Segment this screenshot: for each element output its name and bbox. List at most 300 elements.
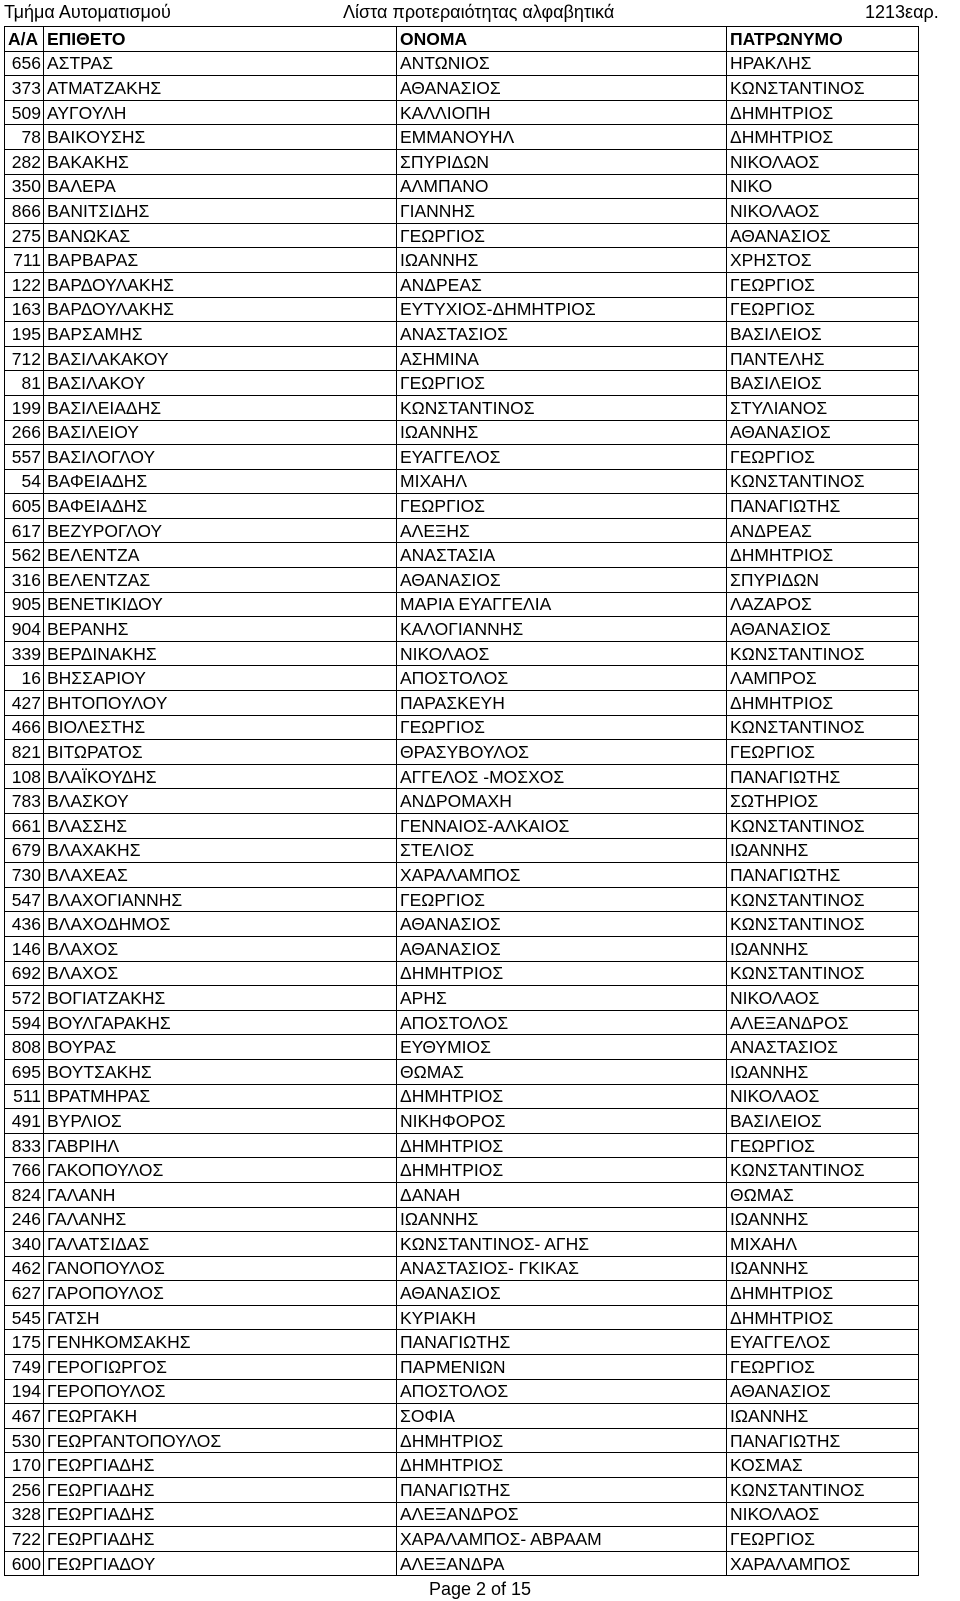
father-name-cell: ΝΙΚΟΛΑΟΣ (727, 199, 919, 224)
table-row (5, 912, 919, 937)
father-name-cell: ΚΩΝΣΤΑΝΤΙΝΟΣ (727, 1478, 919, 1503)
surname-cell: ΒΗΣΣΑΡΙΟΥ (44, 666, 397, 691)
page-number: Page 2 of 15 (428, 1579, 532, 1599)
row-number: 146 (5, 936, 44, 961)
surname-cell: ΒΑΡΒΑΡΑΣ (44, 248, 397, 273)
name-cell: ΑΓΓΕΛΟΣ -ΜΟΣΧΟΣ (397, 764, 727, 789)
name-cell: ΚΩΝΣΤΑΝΤΙΝΟΣ- ΑΓΗΣ (397, 1232, 727, 1257)
father-name-cell: ΙΩΑΝΝΗΣ (727, 1059, 919, 1084)
name-cell: ΓΕΩΡΓΙΟΣ (397, 371, 727, 396)
surname-cell: ΒΟΥΤΣΑΚΗΣ (44, 1059, 397, 1084)
surname-cell: ΒΑΡΔΟΥΛΑΚΗΣ (44, 272, 397, 297)
page-header (0, 0, 960, 24)
surname-cell: ΓΕΩΡΓΙΑΔΗΣ (44, 1527, 397, 1552)
surname-cell: ΓΕΩΡΓΙΑΔΗΣ (44, 1453, 397, 1478)
name-cell: ΑΠΟΣΤΟΛΟΣ (397, 666, 727, 691)
table-row (5, 1109, 919, 1134)
row-number: 81 (5, 371, 44, 396)
father-name-cell: ΝΙΚΟΛΑΟΣ (727, 1084, 919, 1109)
name-cell: ΔΗΜΗΤΡΙΟΣ (397, 1133, 727, 1158)
row-number: 78 (5, 125, 44, 150)
row-number: 275 (5, 223, 44, 248)
surname-cell: ΑΤΜΑΤΖΑΚΗΣ (44, 76, 397, 101)
table-row (5, 1256, 919, 1281)
father-name-cell: ΚΩΝΣΤΑΝΤΙΝΟΣ (727, 1158, 919, 1183)
surname-cell: ΒΛΑΧΕΑΣ (44, 863, 397, 888)
row-number: 722 (5, 1527, 44, 1552)
father-name-cell: ΕΥΑΓΓΕΛΟΣ (727, 1330, 919, 1355)
table-row (5, 371, 919, 396)
table-row (5, 1133, 919, 1158)
table-row (5, 395, 919, 420)
row-number: 328 (5, 1502, 44, 1527)
surname-cell: ΒΛΑΪΚΟΥΔΗΣ (44, 764, 397, 789)
name-cell: ΔΗΜΗΤΡΙΟΣ (397, 1453, 727, 1478)
table-row (5, 740, 919, 765)
father-name-cell: ΙΩΑΝΝΗΣ (727, 1404, 919, 1429)
table-row (5, 1404, 919, 1429)
name-cell: ΧΑΡΑΛΑΜΠΟΣ (397, 863, 727, 888)
row-number: 163 (5, 297, 44, 322)
father-name-cell: ΛΑΜΠΡΟΣ (727, 666, 919, 691)
priority-list-table (4, 26, 919, 1576)
surname-cell: ΒΕΖΥΡΟΓΛΟΥ (44, 518, 397, 543)
surname-cell: ΒΗΤΟΠΟΥΛΟΥ (44, 691, 397, 716)
row-number: 511 (5, 1084, 44, 1109)
row-number: 54 (5, 469, 44, 494)
father-name-cell: ΓΕΩΡΓΙΟΣ (727, 272, 919, 297)
name-cell: ΑΝΑΣΤΑΣΙΟΣ (397, 322, 727, 347)
table-row (5, 1207, 919, 1232)
table-row (5, 223, 919, 248)
father-name-cell: ΚΩΝΣΤΑΝΤΙΝΟΣ (727, 887, 919, 912)
father-name-cell: ΧΑΡΑΛΑΜΠΟΣ (727, 1551, 919, 1576)
row-number: 194 (5, 1379, 44, 1404)
table-row (5, 51, 919, 76)
table-row (5, 1084, 919, 1109)
surname-cell: ΓΕΩΡΓΙΑΔΟΥ (44, 1551, 397, 1576)
column-header-name: ΟΝΟΜΑ (397, 27, 727, 52)
father-name-cell: ΒΑΣΙΛΕΙΟΣ (727, 371, 919, 396)
father-name-cell: ΚΩΝΣΤΑΝΤΙΝΟΣ (727, 814, 919, 839)
row-number: 808 (5, 1035, 44, 1060)
name-cell: ΧΑΡΑΛΑΜΠΟΣ- ΑΒΡΑΑΜ (397, 1527, 727, 1552)
surname-cell: ΒΟΥΛΓΑΡΑΚΗΣ (44, 1010, 397, 1035)
name-cell: ΚΥΡΙΑΚΗ (397, 1305, 727, 1330)
father-name-cell: ΔΗΜΗΤΡΙΟΣ (727, 1281, 919, 1306)
name-cell: ΑΛΜΠΑΝΟ (397, 174, 727, 199)
father-name-cell: ΜΙΧΑΗΛ (727, 1232, 919, 1257)
row-number: 339 (5, 641, 44, 666)
row-number: 824 (5, 1182, 44, 1207)
name-cell: ΜΑΡΙΑ ΕΥΑΓΓΕΛΙΑ (397, 592, 727, 617)
father-name-cell: ΑΘΑΝΑΣΙΟΣ (727, 617, 919, 642)
table-row (5, 1305, 919, 1330)
father-name-cell: ΗΡΑΚΛΗΣ (727, 51, 919, 76)
row-number: 594 (5, 1010, 44, 1035)
row-number: 661 (5, 814, 44, 839)
table-row (5, 1502, 919, 1527)
row-number: 783 (5, 789, 44, 814)
column-header-surname: ΕΠΙΘΕΤΟ (44, 27, 397, 52)
name-cell: ΑΛΕΞΗΣ (397, 518, 727, 543)
surname-cell: ΓΑΛΑΝΗΣ (44, 1207, 397, 1232)
table-row (5, 568, 919, 593)
table-row (5, 445, 919, 470)
father-name-cell: ΝΙΚΟΛΑΟΣ (727, 986, 919, 1011)
father-name-cell: ΔΗΜΗΤΡΙΟΣ (727, 1305, 919, 1330)
name-cell: ΚΩΝΣΤΑΝΤΙΝΟΣ (397, 395, 727, 420)
surname-cell: ΓΕΩΡΓΑΚΗ (44, 1404, 397, 1429)
name-cell: ΑΛΕΞΑΝΔΡΑ (397, 1551, 727, 1576)
surname-cell: ΒΛΑΧΟΓΙΑΝΝΗΣ (44, 887, 397, 912)
row-number: 266 (5, 420, 44, 445)
document-title: Λίστα προτεραιότητας αλφαβητικά (343, 2, 615, 22)
table-row (5, 1453, 919, 1478)
surname-cell: ΒΛΑΣΣΗΣ (44, 814, 397, 839)
surname-cell: ΒΑΡΣΑΜΗΣ (44, 322, 397, 347)
name-cell: ΠΑΡΑΣΚΕΥΗ (397, 691, 727, 716)
table-row (5, 1158, 919, 1183)
column-header-aa: Α/Α (5, 27, 44, 52)
father-name-cell: ΔΗΜΗΤΡΙΟΣ (727, 691, 919, 716)
row-number: 175 (5, 1330, 44, 1355)
father-name-cell: ΙΩΑΝΝΗΣ (727, 936, 919, 961)
table-row (5, 1355, 919, 1380)
surname-cell: ΓΑΛΑΤΣΙΔΑΣ (44, 1232, 397, 1257)
row-number: 373 (5, 76, 44, 101)
row-number: 530 (5, 1428, 44, 1453)
department-label: Τμήμα Αυτοματισμού (4, 2, 171, 22)
row-number: 350 (5, 174, 44, 199)
table-row (5, 691, 919, 716)
father-name-cell: ΓΕΩΡΓΙΟΣ (727, 445, 919, 470)
row-number: 340 (5, 1232, 44, 1257)
father-name-cell: ΑΝΑΣΤΑΣΙΟΣ (727, 1035, 919, 1060)
row-number: 730 (5, 863, 44, 888)
row-number: 108 (5, 764, 44, 789)
table-row (5, 1010, 919, 1035)
surname-cell: ΒΛΑΧΑΚΗΣ (44, 838, 397, 863)
table-row (5, 1330, 919, 1355)
row-number: 833 (5, 1133, 44, 1158)
name-cell: ΑΘΑΝΑΣΙΟΣ (397, 936, 727, 961)
surname-cell: ΓΕΡΟΓΙΩΡΓΟΣ (44, 1355, 397, 1380)
surname-cell: ΓΕΩΡΓΑΝΤΟΠΟΥΛΟΣ (44, 1428, 397, 1453)
table-row (5, 838, 919, 863)
table-row (5, 420, 919, 445)
name-cell: ΝΙΚΟΛΑΟΣ (397, 641, 727, 666)
row-number: 562 (5, 543, 44, 568)
father-name-cell: ΛΑΖΑΡΟΣ (727, 592, 919, 617)
row-number: 905 (5, 592, 44, 617)
surname-cell: ΓΕΡΟΠΟΥΛΟΣ (44, 1379, 397, 1404)
row-number: 122 (5, 272, 44, 297)
father-name-cell: ΔΗΜΗΤΡΙΟΣ (727, 125, 919, 150)
table-row (5, 1551, 919, 1576)
surname-cell: ΒΑΝΙΤΣΙΔΗΣ (44, 199, 397, 224)
table-row (5, 961, 919, 986)
table-row (5, 1379, 919, 1404)
surname-cell: ΒΑΣΙΛΑΚΟΥ (44, 371, 397, 396)
table-row (5, 814, 919, 839)
father-name-cell: ΝΙΚΟ (727, 174, 919, 199)
name-cell: ΔΗΜΗΤΡΙΟΣ (397, 1084, 727, 1109)
surname-cell: ΓΕΩΡΓΙΑΔΗΣ (44, 1478, 397, 1503)
father-name-cell: ΑΘΑΝΑΣΙΟΣ (727, 1379, 919, 1404)
surname-cell: ΒΑΣΙΛΑΚΑΚΟΥ (44, 346, 397, 371)
name-cell: ΓΕΩΡΓΙΟΣ (397, 715, 727, 740)
father-name-cell: ΝΙΚΟΛΑΟΣ (727, 1502, 919, 1527)
surname-cell: ΒΕΡΔΙΝΑΚΗΣ (44, 641, 397, 666)
table-row (5, 592, 919, 617)
row-number: 904 (5, 617, 44, 642)
row-number: 627 (5, 1281, 44, 1306)
father-name-cell: ΘΩΜΑΣ (727, 1182, 919, 1207)
surname-cell: ΒΥΡΛΙΟΣ (44, 1109, 397, 1134)
row-number: 749 (5, 1355, 44, 1380)
row-number: 821 (5, 740, 44, 765)
row-number: 170 (5, 1453, 44, 1478)
row-number: 600 (5, 1551, 44, 1576)
name-cell: ΠΑΝΑΓΙΩΤΗΣ (397, 1330, 727, 1355)
table-row (5, 936, 919, 961)
table-row (5, 100, 919, 125)
row-number: 282 (5, 149, 44, 174)
name-cell: ΕΥΑΓΓΕΛΟΣ (397, 445, 727, 470)
table-row (5, 543, 919, 568)
name-cell: ΣΤΕΛΙΟΣ (397, 838, 727, 863)
father-name-cell: ΠΑΝΑΓΙΩΤΗΣ (727, 764, 919, 789)
table-row (5, 76, 919, 101)
surname-cell: ΒΕΡΑΝΗΣ (44, 617, 397, 642)
table-row (5, 1478, 919, 1503)
father-name-cell: ΓΕΩΡΓΙΟΣ (727, 1355, 919, 1380)
table-row (5, 641, 919, 666)
surname-cell: ΒΟΓΙΑΤΖΑΚΗΣ (44, 986, 397, 1011)
row-number: 711 (5, 248, 44, 273)
table-row (5, 887, 919, 912)
row-number: 695 (5, 1059, 44, 1084)
row-number: 656 (5, 51, 44, 76)
name-cell: ΙΩΑΝΝΗΣ (397, 420, 727, 445)
row-number: 766 (5, 1158, 44, 1183)
row-number: 467 (5, 1404, 44, 1429)
name-cell: ΑΠΟΣΤΟΛΟΣ (397, 1010, 727, 1035)
father-name-cell: ΓΕΩΡΓΙΟΣ (727, 297, 919, 322)
table-row (5, 1059, 919, 1084)
surname-cell: ΒΕΛΕΝΤΖΑΣ (44, 568, 397, 593)
name-cell: ΑΝΑΣΤΑΣΙΟΣ- ΓΚΙΚΑΣ (397, 1256, 727, 1281)
name-cell: ΑΝΑΣΤΑΣΙΑ (397, 543, 727, 568)
surname-cell: ΓΑΤΣΗ (44, 1305, 397, 1330)
name-cell: ΘΡΑΣΥΒΟΥΛΟΣ (397, 740, 727, 765)
table-row (5, 764, 919, 789)
row-number: 256 (5, 1478, 44, 1503)
father-name-cell: ΝΙΚΟΛΑΟΣ (727, 149, 919, 174)
row-number: 712 (5, 346, 44, 371)
father-name-cell: ΚΩΝΣΤΑΝΤΙΝΟΣ (727, 76, 919, 101)
father-name-cell: ΓΕΩΡΓΙΟΣ (727, 1527, 919, 1552)
surname-cell: ΒΑΦΕΙΑΔΗΣ (44, 469, 397, 494)
surname-cell: ΒΑΡΔΟΥΛΑΚΗΣ (44, 297, 397, 322)
name-cell: ΜΙΧΑΗΛ (397, 469, 727, 494)
surname-cell: ΒΑΦΕΙΑΔΗΣ (44, 494, 397, 519)
row-number: 547 (5, 887, 44, 912)
row-number: 436 (5, 912, 44, 937)
name-cell: ΕΥΤΥΧΙΟΣ-ΔΗΜΗΤΡΙΟΣ (397, 297, 727, 322)
row-number: 462 (5, 1256, 44, 1281)
name-cell: ΝΙΚΗΦΟΡΟΣ (397, 1109, 727, 1134)
father-name-cell: ΣΩΤΗΡΙΟΣ (727, 789, 919, 814)
father-name-cell: ΙΩΑΝΝΗΣ (727, 1207, 919, 1232)
surname-cell: ΑΣΤΡΑΣ (44, 51, 397, 76)
table-row (5, 518, 919, 543)
row-number: 557 (5, 445, 44, 470)
name-cell: ΚΑΛΛΙΟΠΗ (397, 100, 727, 125)
father-name-cell: ΒΑΣΙΛΕΙΟΣ (727, 322, 919, 347)
row-number: 316 (5, 568, 44, 593)
name-cell: ΑΝΤΩΝΙΟΣ (397, 51, 727, 76)
father-name-cell: ΧΡΗΣΤΟΣ (727, 248, 919, 273)
name-cell: ΑΘΑΝΑΣΙΟΣ (397, 912, 727, 937)
surname-cell: ΓΑΡΟΠΟΥΛΟΣ (44, 1281, 397, 1306)
name-cell: ΔΗΜΗΤΡΙΟΣ (397, 1158, 727, 1183)
name-cell: ΙΩΑΝΝΗΣ (397, 1207, 727, 1232)
row-number: 509 (5, 100, 44, 125)
surname-cell: ΒΡΑΤΜΗΡΑΣ (44, 1084, 397, 1109)
father-name-cell: ΑΘΑΝΑΣΙΟΣ (727, 223, 919, 248)
surname-cell: ΒΑΚΑΚΗΣ (44, 149, 397, 174)
table-row (5, 863, 919, 888)
name-cell: ΑΘΑΝΑΣΙΟΣ (397, 76, 727, 101)
surname-cell: ΒΟΥΡΑΣ (44, 1035, 397, 1060)
table-row (5, 272, 919, 297)
table-row (5, 1232, 919, 1257)
father-name-cell: ΓΕΩΡΓΙΟΣ (727, 1133, 919, 1158)
surname-cell: ΒΑΛΕΡΑ (44, 174, 397, 199)
row-number: 491 (5, 1109, 44, 1134)
surname-cell: ΒΛΑΧΟΣ (44, 961, 397, 986)
surname-cell: ΒΑΣΙΛΟΓΛΟΥ (44, 445, 397, 470)
table-row (5, 248, 919, 273)
table-row (5, 789, 919, 814)
row-number: 572 (5, 986, 44, 1011)
father-name-cell: ΠΑΝΑΓΙΩΤΗΣ (727, 1428, 919, 1453)
surname-cell: ΒΑΝΩΚΑΣ (44, 223, 397, 248)
row-number: 246 (5, 1207, 44, 1232)
father-name-cell: ΚΩΝΣΤΑΝΤΙΝΟΣ (727, 469, 919, 494)
table-row (5, 494, 919, 519)
name-cell: ΘΩΜΑΣ (397, 1059, 727, 1084)
father-name-cell: ΙΩΑΝΝΗΣ (727, 838, 919, 863)
father-name-cell: ΣΠΥΡΙΔΩΝ (727, 568, 919, 593)
row-number: 617 (5, 518, 44, 543)
table-row (5, 986, 919, 1011)
name-cell: ΚΑΛΟΓΙΑΝΝΗΣ (397, 617, 727, 642)
name-cell: ΓΕΝΝΑΙΟΣ-ΑΛΚΑΙΟΣ (397, 814, 727, 839)
name-cell: ΔΗΜΗΤΡΙΟΣ (397, 961, 727, 986)
name-cell: ΓΕΩΡΓΙΟΣ (397, 887, 727, 912)
name-cell: ΕΜΜΑΝΟΥΗΛ (397, 125, 727, 150)
father-name-cell: ΚΩΝΣΤΑΝΤΙΝΟΣ (727, 715, 919, 740)
row-number: 16 (5, 666, 44, 691)
row-number: 605 (5, 494, 44, 519)
father-name-cell: ΚΟΣΜΑΣ (727, 1453, 919, 1478)
table-row (5, 617, 919, 642)
father-name-cell: ΠΑΝΑΓΙΩΤΗΣ (727, 494, 919, 519)
surname-cell: ΒΛΑΣΚΟΥ (44, 789, 397, 814)
row-number: 545 (5, 1305, 44, 1330)
row-number: 195 (5, 322, 44, 347)
surname-cell: ΒΙΤΩΡΑΤΟΣ (44, 740, 397, 765)
father-name-cell: ΠΑΝΑΓΙΩΤΗΣ (727, 863, 919, 888)
row-number: 199 (5, 395, 44, 420)
surname-cell: ΒΑΙΚΟΥΣΗΣ (44, 125, 397, 150)
table-row (5, 1182, 919, 1207)
father-name-cell: ΔΗΜΗΤΡΙΟΣ (727, 100, 919, 125)
row-number: 692 (5, 961, 44, 986)
name-cell: ΑΛΕΞΑΝΔΡΟΣ (397, 1502, 727, 1527)
name-cell: ΣΠΥΡΙΔΩΝ (397, 149, 727, 174)
table-row (5, 1428, 919, 1453)
surname-cell: ΒΕΛΕΝΤΖΑ (44, 543, 397, 568)
name-cell: ΑΡΗΣ (397, 986, 727, 1011)
name-cell: ΠΑΡΜΕΝΙΩΝ (397, 1355, 727, 1380)
name-cell: ΓΙΑΝΝΗΣ (397, 199, 727, 224)
table-row (5, 1527, 919, 1552)
table-row (5, 199, 919, 224)
name-cell: ΑΣΗΜΙΝΑ (397, 346, 727, 371)
father-name-cell: ΓΕΩΡΓΙΟΣ (727, 740, 919, 765)
father-name-cell: ΑΝΔΡΕΑΣ (727, 518, 919, 543)
surname-cell: ΒΕΝΕΤΙΚΙΔΟΥ (44, 592, 397, 617)
surname-cell: ΓΑΛΑΝΗ (44, 1182, 397, 1207)
surname-cell: ΒΑΣΙΛΕΙΑΔΗΣ (44, 395, 397, 420)
name-cell: ΙΩΑΝΝΗΣ (397, 248, 727, 273)
father-name-cell: ΠΑΝΤΕΛΗΣ (727, 346, 919, 371)
name-cell: ΔΗΜΗΤΡΙΟΣ (397, 1428, 727, 1453)
row-number: 466 (5, 715, 44, 740)
table-row (5, 297, 919, 322)
surname-cell: ΒΛΑΧΟΣ (44, 936, 397, 961)
name-cell: ΕΥΘΥΜΙΟΣ (397, 1035, 727, 1060)
name-cell: ΣΟΦΙΑ (397, 1404, 727, 1429)
table-row (5, 125, 919, 150)
surname-cell: ΓΑΚΟΠΟΥΛΟΣ (44, 1158, 397, 1183)
table-row (5, 666, 919, 691)
name-cell: ΑΝΔΡΕΑΣ (397, 272, 727, 297)
father-name-cell: ΣΤΥΛΙΑΝΟΣ (727, 395, 919, 420)
father-name-cell: ΚΩΝΣΤΑΝΤΙΝΟΣ (727, 641, 919, 666)
table-header-row (5, 27, 919, 52)
name-cell: ΠΑΝΑΓΙΩΤΗΣ (397, 1478, 727, 1503)
table-row (5, 174, 919, 199)
father-name-cell: ΔΗΜΗΤΡΙΟΣ (727, 543, 919, 568)
table-row (5, 322, 919, 347)
name-cell: ΓΕΩΡΓΙΟΣ (397, 223, 727, 248)
surname-cell: ΓΕΝΗΚΟΜΣΑΚΗΣ (44, 1330, 397, 1355)
table-row (5, 1281, 919, 1306)
surname-cell: ΒΛΑΧΟΔΗΜΟΣ (44, 912, 397, 937)
name-cell: ΑΠΟΣΤΟΛΟΣ (397, 1379, 727, 1404)
table-row (5, 346, 919, 371)
table-row (5, 715, 919, 740)
name-cell: ΓΕΩΡΓΙΟΣ (397, 494, 727, 519)
name-cell: ΔΑΝΑΗ (397, 1182, 727, 1207)
father-name-cell: ΑΛΕΞΑΝΔΡΟΣ (727, 1010, 919, 1035)
row-number: 679 (5, 838, 44, 863)
